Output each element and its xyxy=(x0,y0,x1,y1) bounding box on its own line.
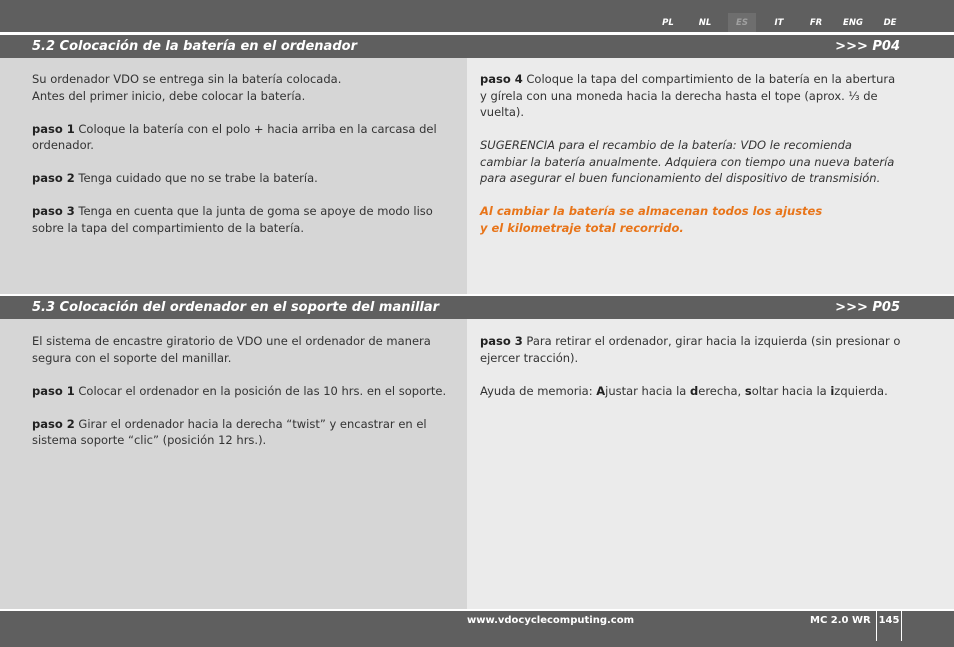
lang-es[interactable]: ES xyxy=(728,13,756,32)
step-text: Colocar el ordenador en la posición de las 10 hrs. en el soporte. xyxy=(74,383,447,398)
section-header-battery xyxy=(0,34,954,58)
language-bar xyxy=(0,0,954,32)
page-number: 145 xyxy=(876,611,902,641)
mnemonic xyxy=(480,383,905,400)
mnemonic-text: zquierda. xyxy=(834,383,888,398)
mnemonic-letter: A xyxy=(596,383,606,398)
step-text: Girar el ordenador hacia la derecha “twist” y encastrar en el sistema soporte “clic” (posición 12 hrs.). xyxy=(32,416,427,447)
page-reference: >>> P05 xyxy=(835,300,900,315)
lang-de[interactable]: DE xyxy=(883,17,897,28)
lang-eng[interactable]: ENG xyxy=(843,17,863,28)
lang-it[interactable]: IT xyxy=(774,17,784,28)
mnemonic-text: erecha, xyxy=(698,383,745,398)
battery-warning xyxy=(480,203,900,236)
battery-left-column xyxy=(0,58,467,294)
step-label: paso 3 xyxy=(480,334,523,348)
section-title: 5.2 Colocación de la batería en el ordenador xyxy=(32,39,357,54)
step-label: paso 2 xyxy=(32,416,75,431)
lang-fr[interactable]: FR xyxy=(809,17,823,28)
mnemonic-prefix: Ayuda de memoria: xyxy=(480,383,597,398)
step-text: Coloque la tapa del compartimiento de la batería en la abertura y gírela con una moneda hacia la derecha hasta el tope (aprox. ⅓ de vuelta). xyxy=(480,72,896,119)
mount-right-column xyxy=(467,319,954,609)
warning-line-2: y el kilometraje total recorrido. xyxy=(480,220,684,235)
battery-tip: SUGERENCIA para el recambio de la batería: VDO le recomienda cambiar la batería anualmente. Adquiera con tiempo una nueva batería para asegurar el buen funcionamiento del dispositivo de transmisión. xyxy=(480,138,895,185)
mnemonic-letter: i xyxy=(830,383,835,398)
mount-left-text xyxy=(32,333,452,465)
section-title: 5.3 Colocación del ordenador en el soporte del manillar xyxy=(32,300,440,315)
step-label: paso 1 xyxy=(32,121,75,136)
step-text: Tenga cuidado que no se trabe la batería. xyxy=(74,171,318,185)
mount-right-text xyxy=(480,333,905,416)
mnemonic-text: oltar hacia la xyxy=(751,383,831,398)
battery-left-text xyxy=(32,71,452,253)
battery-right-column xyxy=(467,58,954,294)
lang-nl[interactable]: NL xyxy=(698,17,712,28)
lang-pl[interactable]: PL xyxy=(662,17,674,28)
website-link[interactable]: www.vdocyclecomputing.com xyxy=(467,615,635,626)
mount-intro: El sistema de encastre giratorio de VDO une el ordenador de manera segura con el soporte del manillar. xyxy=(32,334,431,365)
page-reference: >>> P04 xyxy=(835,39,900,54)
mnemonic-text: justar hacia la xyxy=(605,383,691,398)
mnemonic-letter: d xyxy=(690,383,699,398)
step-text: Tenga en cuenta que la junta de goma se apoye de modo liso sobre la tapa del compartimiento de la batería. xyxy=(32,204,433,235)
step-label: paso 4 xyxy=(480,72,523,86)
step-text: Coloque la batería con el polo + hacia arriba en la carcasa del ordenador. xyxy=(32,121,437,152)
battery-right-text xyxy=(480,71,900,253)
mnemonic-letter: s xyxy=(744,383,752,398)
model-name: MC 2.0 WR xyxy=(810,615,871,626)
intro-line-2: Antes del primer inicio, debe colocar la batería. xyxy=(32,88,306,103)
step-label: paso 3 xyxy=(32,204,75,218)
step-text: Para retirar el ordenador, girar hacia la izquierda (sin presionar o ejercer tracción). xyxy=(480,334,901,365)
step-label: paso 1 xyxy=(32,383,75,398)
step-label: paso 2 xyxy=(32,171,75,185)
section-header-mount xyxy=(0,295,954,319)
footer xyxy=(0,609,954,647)
mount-left-column xyxy=(0,319,467,609)
warning-line-1: Al cambiar la batería se almacenan todos los ajustes xyxy=(480,204,823,218)
intro-line-1: Su ordenador VDO se entrega sin la batería colocada. xyxy=(32,72,342,86)
